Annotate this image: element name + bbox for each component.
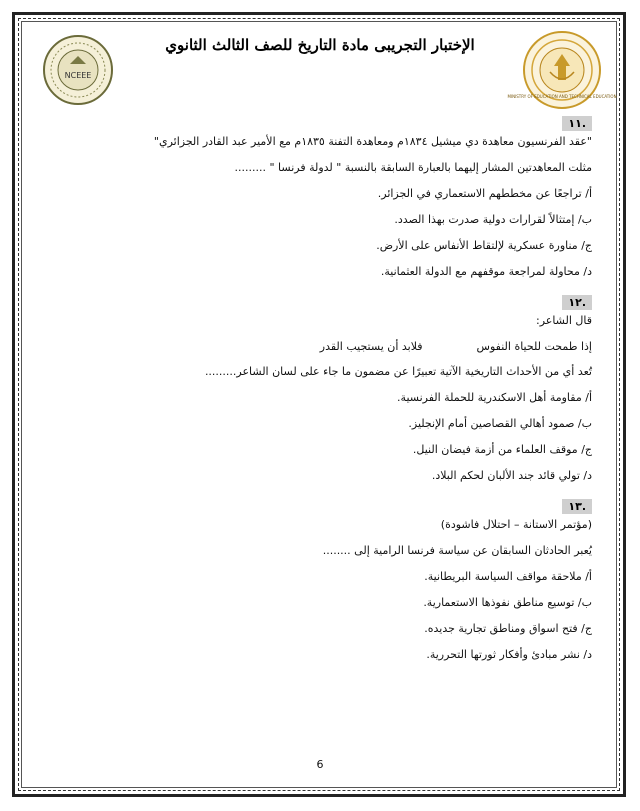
page-number: 6 <box>316 758 324 771</box>
question-13 <box>40 495 592 662</box>
question-stem: (مؤتمر الاستانة – احتلال فاشودة) <box>440 518 592 531</box>
ministry-logo <box>507 30 617 110</box>
verse-first-half: إذا طمحت للحياة النفوس <box>476 340 592 353</box>
question-number: .١١ <box>562 116 592 131</box>
exam-title: الإختبار التجريبى مادة التاريخ للصف الثالث الثانوي <box>165 36 475 54</box>
nceee-logo <box>42 34 114 106</box>
question-stem: "عقد الفرنسيون معاهدة دي ميشيل ١٨٣٤م ومعاهدة التفنة ١٨٣٥م مع الأمير عبد القادر الجزائري" <box>153 135 592 148</box>
question-number: .١٢ <box>562 295 592 310</box>
question-stem: مثلت المعاهدتين المشار إليهما بالعبارة السابقة بالنسبة " لدولة فرنسا " ......... <box>234 161 592 174</box>
questions-section <box>40 112 592 674</box>
answer-option-c: ج/ فتح اسواق ومناطق تجارية جديده. <box>424 622 592 635</box>
question-intro: قال الشاعر: <box>535 314 592 327</box>
svg-text:NCEEE: NCEEE <box>64 71 92 80</box>
answer-option-a: أ/ مقاومة أهل الاسكندرية للحملة الفرنسية. <box>397 391 592 404</box>
answer-option-d: د/ محاولة لمراجعة موقفهم مع الدولة العثمانية. <box>380 265 592 278</box>
answer-option-b: ب/ توسيع مناطق نفوذها الاستعمارية. <box>423 596 592 609</box>
question-11 <box>40 112 592 279</box>
answer-option-d: د/ نشر مبادئ وأفكار ثورتها التحررية. <box>426 648 592 661</box>
question-stem: يُعبر الحادثان السابقان عن سياسة فرنسا الرامية إلى ........ <box>322 544 592 557</box>
question-12 <box>40 291 592 483</box>
answer-option-c: ج/ موقف العلماء من أزمة فيضان النيل. <box>412 443 592 456</box>
answer-option-c: ج/ مناورة عسكرية لإلتقاط الأنفاس على الأرض. <box>376 239 592 252</box>
answer-option-b: ب/ صمود أهالي القصاصين أمام الإنجليز. <box>408 417 592 430</box>
answer-option-a: أ/ ملاحقة مواقف السياسة البريطانية. <box>424 570 592 583</box>
question-stem: تُعد أي من الأحداث التاريخية الآتية تعبيرًا عن مضمون ما جاء على لسان الشاعر......... <box>204 365 592 378</box>
answer-option-a: أ/ تراجعًا عن مخططهم الاستعماري في الجزائر. <box>377 187 592 200</box>
poem-verse <box>40 340 592 353</box>
question-number: .١٣ <box>562 499 592 514</box>
answer-option-b: ب/ إمتثالاً لقرارات دولية صدرت بهذا الصدد. <box>394 213 592 226</box>
svg-text:MINISTRY OF EDUCATION AND TECH: MINISTRY OF EDUCATION AND TECHNICAL EDUCATION <box>507 94 617 99</box>
verse-second-half: فلابد أن يستجيب القدر <box>319 340 423 353</box>
answer-option-d: د/ تولي قائد جند الألبان لحكم البلاد. <box>431 469 592 482</box>
page-header <box>30 26 617 116</box>
